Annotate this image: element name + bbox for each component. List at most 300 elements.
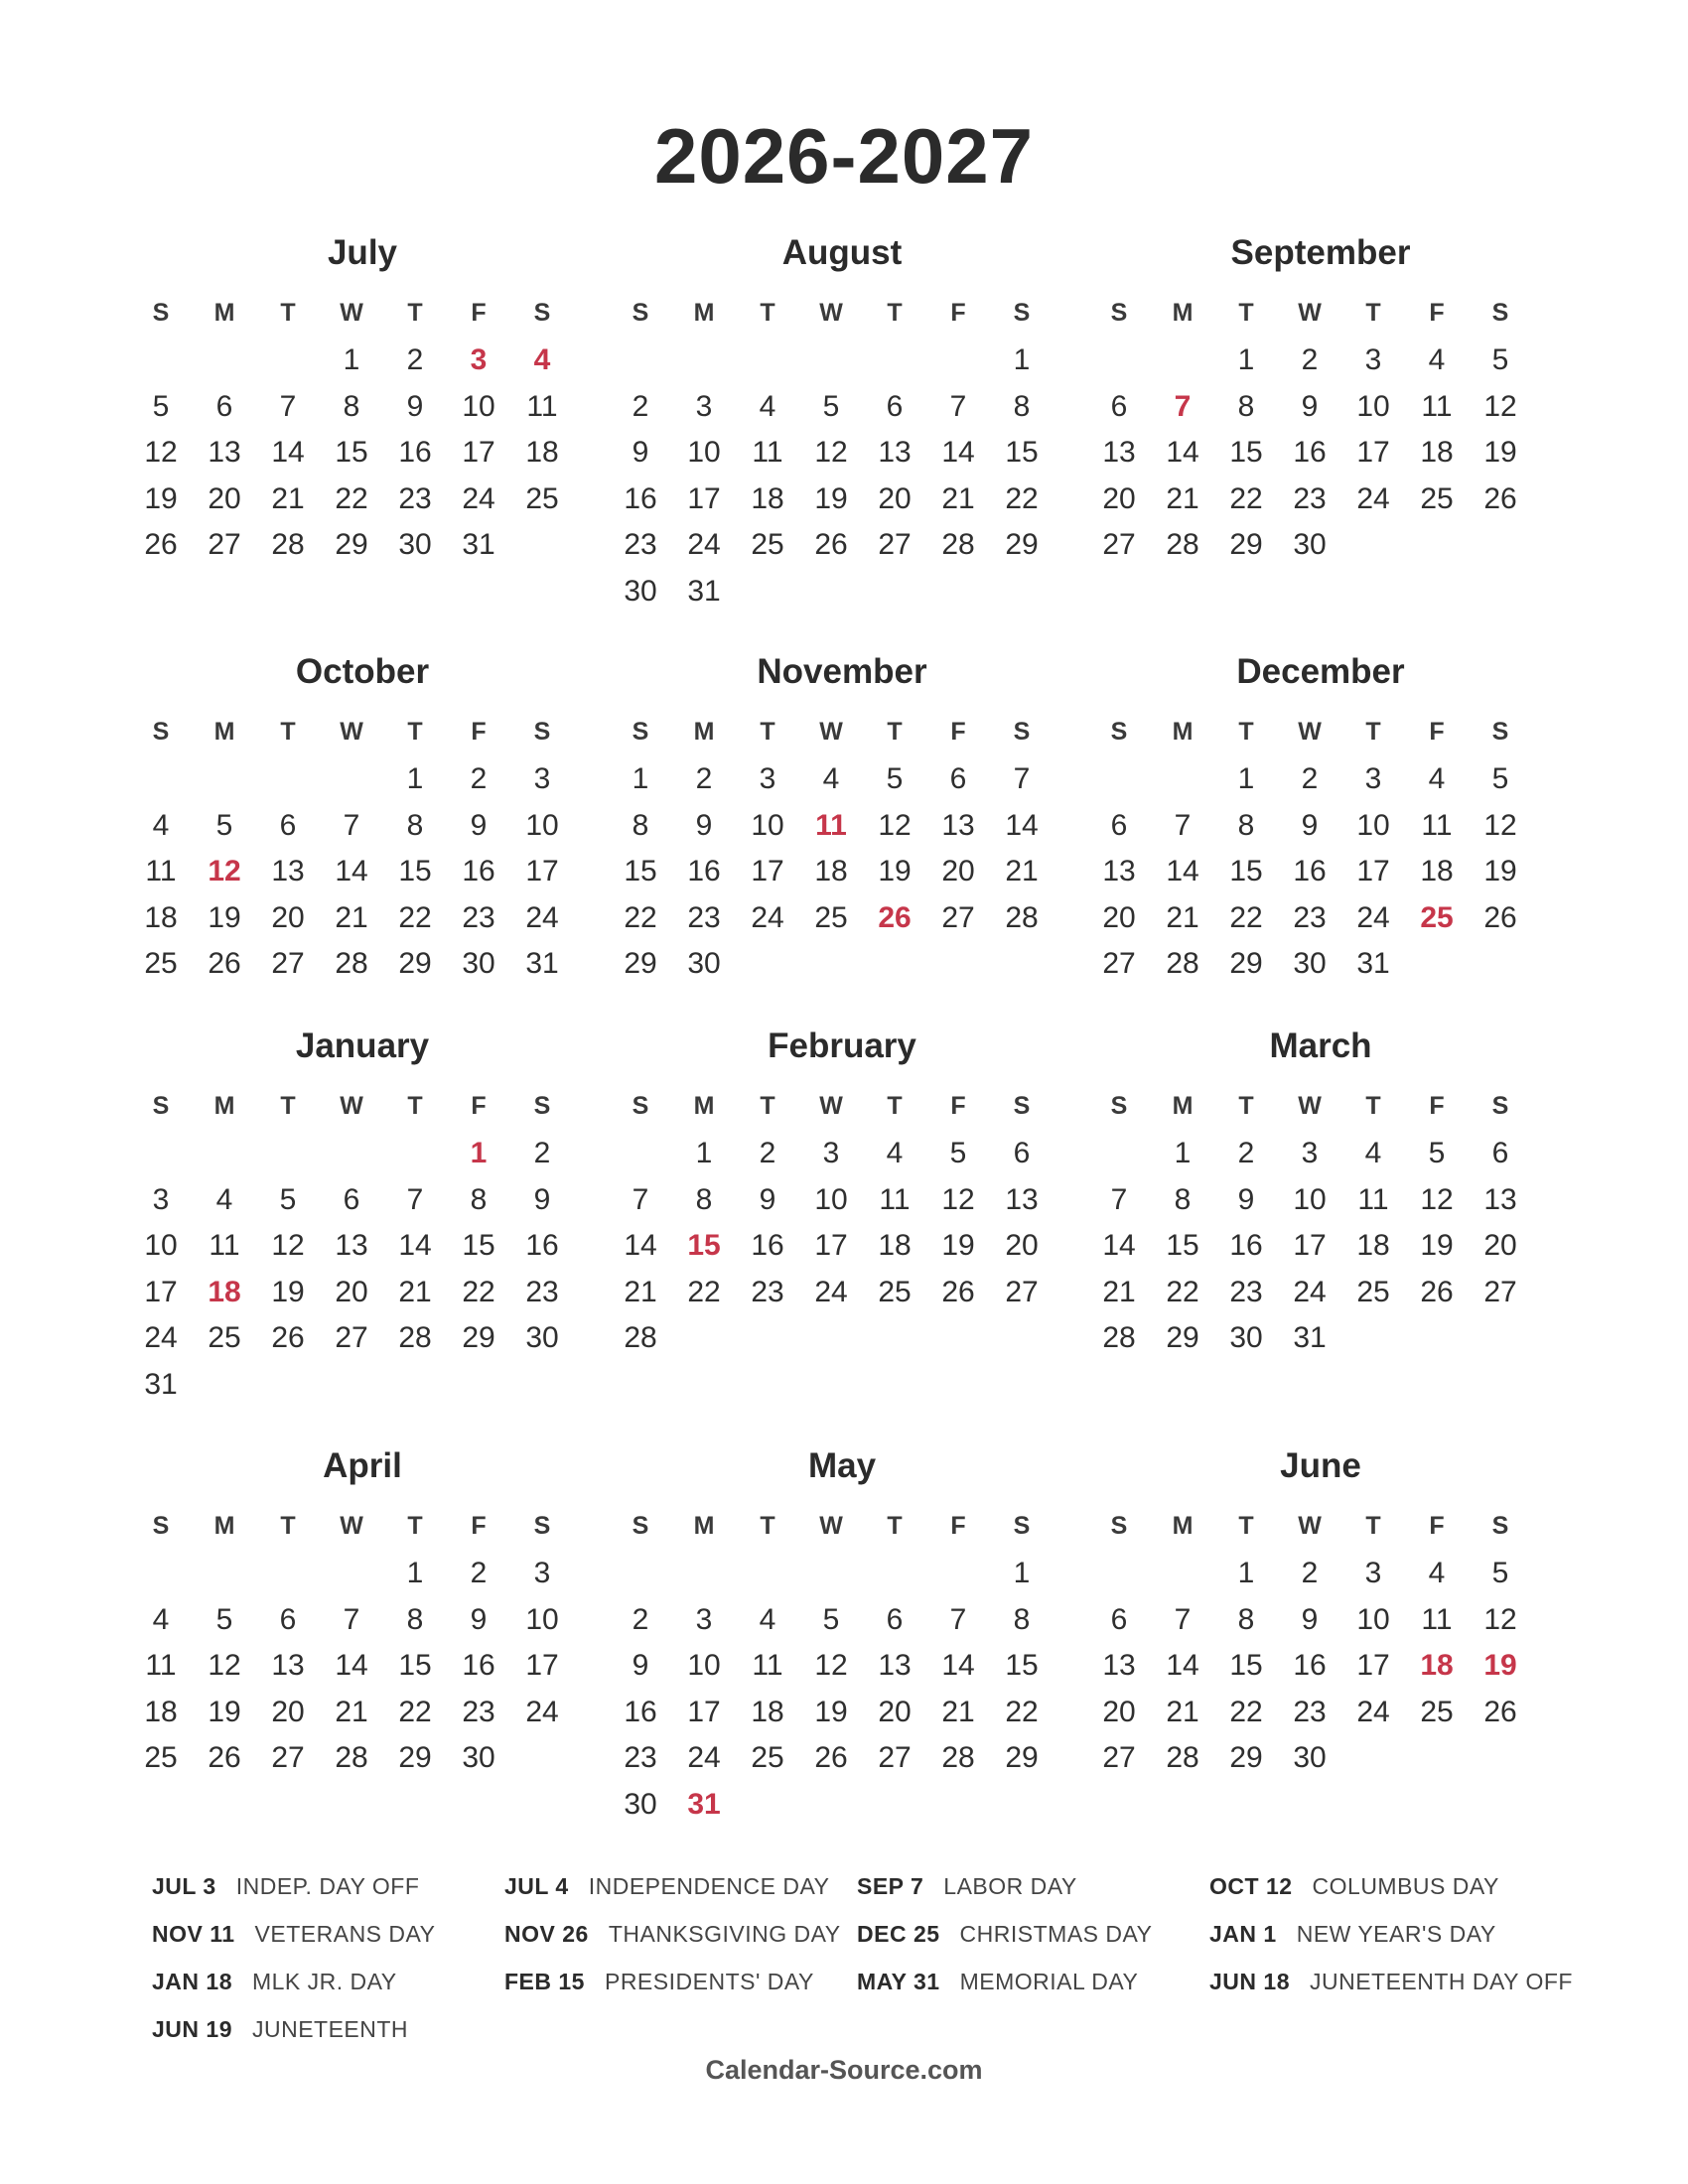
calendar-date: 23 — [398, 481, 432, 515]
calendar-date: 3 — [152, 1182, 170, 1216]
calendar-date: 15 — [1229, 855, 1263, 887]
legend-item — [152, 1962, 397, 2001]
calendar-date: 18 — [751, 481, 784, 515]
calendar-date: 18 — [814, 855, 848, 887]
weekday-label: T — [280, 299, 296, 327]
calendar-date: 24 — [1293, 1275, 1327, 1308]
calendar-date: 13 — [335, 1229, 368, 1262]
calendar-date: 30 — [462, 1741, 495, 1774]
calendar-date: 4 — [152, 1602, 170, 1636]
month-name: November — [757, 652, 927, 691]
calendar-date: 4 — [886, 1137, 904, 1169]
calendar-date: 5 — [1491, 343, 1509, 376]
weekday-label: M — [213, 1092, 235, 1120]
week-row — [609, 338, 1075, 383]
calendar-date: 20 — [1102, 481, 1136, 515]
calendar-date: 12 — [814, 1649, 848, 1682]
calendar-date: 23 — [462, 900, 495, 934]
holiday-date: 31 — [687, 1787, 721, 1821]
calendar-date: 5 — [1428, 1137, 1446, 1169]
calendar-date: 13 — [941, 808, 975, 842]
calendar-date: 26 — [208, 947, 241, 980]
weekday-label: S — [1110, 1512, 1128, 1540]
calendar-date: 15 — [1005, 1649, 1039, 1682]
calendar-date: 10 — [144, 1229, 178, 1262]
month-name: January — [295, 1026, 430, 1065]
legend-holiday-name: COLUMBUS DAY — [1312, 1873, 1499, 1899]
weekday-label: T — [760, 718, 775, 746]
footer-source: Calendar-Source.com — [705, 2055, 983, 2085]
calendar-date: 4 — [822, 762, 840, 795]
calendar-date: 26 — [144, 528, 178, 561]
weekday-label: F — [471, 718, 487, 746]
calendar-date: 8 — [632, 808, 649, 842]
legend-date: NOV 26 — [504, 1921, 589, 1947]
legend-holiday-name: THANKSGIVING DAY — [608, 1921, 841, 1947]
legend-date: DEC 25 — [857, 1921, 940, 1947]
weekday-label: T — [1238, 1092, 1254, 1120]
week-row — [129, 1735, 596, 1781]
weekday-label: W — [340, 1512, 363, 1540]
calendar-date: 16 — [525, 1229, 559, 1262]
calendar-date: 19 — [814, 1695, 848, 1728]
calendar-date: 20 — [208, 481, 241, 515]
weekday-header — [1087, 1083, 1554, 1129]
week-row — [129, 756, 596, 802]
calendar-date: 23 — [525, 1275, 559, 1308]
weekday-label: T — [1365, 1512, 1381, 1540]
calendar-date: 20 — [941, 855, 975, 887]
holiday-date: 7 — [1174, 389, 1192, 423]
calendar-date: 3 — [533, 762, 551, 795]
week-row — [129, 1362, 596, 1408]
week-row — [1087, 384, 1554, 430]
calendar-date: 20 — [878, 481, 912, 515]
week-row — [1087, 895, 1554, 941]
calendar-date: 25 — [208, 1321, 241, 1354]
calendar-date: 13 — [878, 436, 912, 469]
calendar-date: 7 — [632, 1182, 649, 1216]
calendar-date: 2 — [632, 389, 649, 423]
calendar-date: 14 — [335, 855, 368, 887]
weekday-header — [129, 290, 596, 336]
calendar-date: 18 — [751, 1695, 784, 1728]
calendar-date: 29 — [398, 1741, 432, 1774]
calendar-date: 30 — [687, 947, 721, 980]
weekday-header — [129, 709, 596, 754]
legend-item — [857, 1962, 1138, 2001]
calendar-date: 31 — [1293, 1321, 1327, 1354]
calendar-date: 3 — [1364, 762, 1382, 795]
weekday-label: M — [1172, 1512, 1194, 1540]
calendar-date: 30 — [624, 1787, 657, 1821]
calendar-date: 9 — [406, 389, 424, 423]
calendar-date: 28 — [1166, 1741, 1199, 1774]
holiday-date: 11 — [815, 808, 847, 842]
weekday-label: T — [280, 1092, 296, 1120]
weekday-label: T — [1365, 299, 1381, 327]
calendar-date: 23 — [1293, 1695, 1327, 1728]
legend-item — [504, 1914, 841, 1954]
calendar-date: 2 — [1237, 1137, 1255, 1169]
calendar-date: 26 — [1483, 481, 1517, 515]
calendar-date: 11 — [1421, 808, 1453, 842]
weekday-label: T — [887, 1512, 903, 1540]
week-row — [1087, 1177, 1554, 1223]
week-row — [609, 477, 1075, 522]
legend-date: JUL 4 — [504, 1873, 569, 1899]
week-row — [1087, 1735, 1554, 1781]
calendar-date: 22 — [1229, 481, 1263, 515]
calendar-date: 27 — [1102, 1741, 1136, 1774]
legend-holiday-name: LABOR DAY — [943, 1873, 1077, 1899]
calendar-date: 14 — [1005, 808, 1039, 842]
calendar-date: 20 — [335, 1275, 368, 1308]
holiday-date: 4 — [533, 343, 551, 376]
weekday-label: S — [1110, 299, 1128, 327]
calendar-date: 12 — [1420, 1182, 1454, 1216]
calendar-date: 27 — [878, 528, 912, 561]
weekday-label: T — [887, 299, 903, 327]
calendar-date: 12 — [814, 436, 848, 469]
calendar-date: 21 — [398, 1275, 432, 1308]
calendar-date: 16 — [751, 1229, 784, 1262]
calendar-date: 9 — [695, 808, 713, 842]
calendar-date: 19 — [271, 1275, 305, 1308]
calendar-date: 10 — [462, 389, 495, 423]
calendar-date: 3 — [822, 1137, 840, 1169]
legend-holiday-name: CHRISTMAS DAY — [959, 1921, 1153, 1947]
calendar-date: 6 — [1110, 1602, 1128, 1636]
week-row — [1087, 803, 1554, 849]
weekday-header — [609, 709, 1075, 754]
month-name: October — [295, 652, 430, 691]
calendar-date: 1 — [1237, 1557, 1255, 1589]
legend-holiday-name: JUNETEENTH DAY OFF — [1309, 1969, 1573, 1994]
calendar-date: 7 — [343, 808, 360, 842]
calendar-date: 14 — [271, 436, 305, 469]
calendar-date: 17 — [687, 1695, 721, 1728]
calendar-date: 20 — [1102, 1695, 1136, 1728]
calendar-date: 6 — [1491, 1137, 1509, 1169]
weekday-label: M — [693, 718, 715, 746]
week-row — [129, 803, 596, 849]
calendar-date: 17 — [462, 436, 495, 469]
weekday-label: T — [1238, 718, 1254, 746]
calendar-date: 11 — [752, 436, 783, 469]
calendar-date: 23 — [624, 528, 657, 561]
calendar-date: 27 — [941, 900, 975, 934]
calendar-date: 22 — [1229, 900, 1263, 934]
holiday-date: 1 — [470, 1137, 488, 1169]
weekday-label: T — [407, 1092, 423, 1120]
calendar-date: 21 — [335, 1695, 368, 1728]
week-row — [1087, 1315, 1554, 1361]
calendar-date: 16 — [624, 481, 657, 515]
calendar-date: 16 — [1293, 855, 1327, 887]
calendar-date: 19 — [941, 1229, 975, 1262]
calendar-date: 10 — [1356, 1602, 1390, 1636]
calendar-date: 1 — [1174, 1137, 1192, 1169]
calendar-date: 23 — [624, 1741, 657, 1774]
weekday-label: M — [213, 299, 235, 327]
calendar-date: 4 — [759, 389, 776, 423]
weekday-label: S — [632, 299, 649, 327]
calendar-date: 7 — [1013, 762, 1031, 795]
week-row — [1087, 1131, 1554, 1176]
weekday-label: S — [632, 1512, 649, 1540]
calendar-date: 24 — [814, 1275, 848, 1308]
calendar-date: 29 — [335, 528, 368, 561]
week-row — [1087, 1690, 1554, 1735]
weekday-label: F — [1429, 1512, 1445, 1540]
calendar-date: 11 — [145, 1649, 177, 1682]
weekday-label: S — [533, 1092, 551, 1120]
calendar-date: 22 — [1005, 481, 1039, 515]
weekday-label: S — [632, 718, 649, 746]
weekday-label: F — [1429, 299, 1445, 327]
weekday-label: S — [533, 299, 551, 327]
calendar-date: 25 — [525, 481, 559, 515]
calendar-date: 6 — [1110, 808, 1128, 842]
week-row — [609, 430, 1075, 476]
calendar-date: 5 — [886, 762, 904, 795]
weekday-label: T — [1238, 1512, 1254, 1540]
calendar-date: 24 — [525, 900, 559, 934]
calendar-date: 6 — [886, 389, 904, 423]
calendar-date: 21 — [271, 481, 305, 515]
calendar-date: 24 — [687, 528, 721, 561]
calendar-date: 21 — [1005, 855, 1039, 887]
calendar-date: 2 — [1301, 762, 1319, 795]
calendar-date: 9 — [759, 1182, 776, 1216]
calendar-date: 19 — [814, 481, 848, 515]
calendar-date: 22 — [687, 1275, 721, 1308]
week-row — [609, 1551, 1075, 1596]
calendar-date: 30 — [1293, 1741, 1327, 1774]
calendar-date: 29 — [1229, 528, 1263, 561]
calendar-date: 14 — [624, 1229, 657, 1262]
calendar-date: 9 — [533, 1182, 551, 1216]
calendar-date: 12 — [878, 808, 912, 842]
calendar-date: 12 — [941, 1182, 975, 1216]
calendar-date: 5 — [1491, 762, 1509, 795]
calendar-date: 4 — [1428, 343, 1446, 376]
month-name: December — [1236, 652, 1405, 691]
calendar-date: 10 — [687, 1649, 721, 1682]
week-row — [1087, 1270, 1554, 1315]
week-row — [129, 1597, 596, 1643]
calendar-date: 15 — [462, 1229, 495, 1262]
calendar-date: 7 — [279, 389, 297, 423]
weekday-header — [609, 290, 1075, 336]
calendar-date: 7 — [949, 1602, 967, 1636]
legend-date: SEP 7 — [857, 1873, 924, 1899]
calendar-date: 30 — [1293, 947, 1327, 980]
calendar-date: 16 — [1293, 436, 1327, 469]
calendar-date: 16 — [624, 1695, 657, 1728]
calendar-date: 5 — [949, 1137, 967, 1169]
calendar-date: 6 — [1013, 1137, 1031, 1169]
calendar-date: 12 — [144, 436, 178, 469]
week-row — [1087, 338, 1554, 383]
calendar-date: 25 — [1420, 481, 1454, 515]
calendar-date: 22 — [624, 900, 657, 934]
calendar-date: 23 — [1293, 481, 1327, 515]
weekday-label: F — [950, 1092, 966, 1120]
calendar-date: 29 — [462, 1321, 495, 1354]
weekday-label: S — [533, 1512, 551, 1540]
calendar-date: 26 — [814, 1741, 848, 1774]
calendar-date: 1 — [1013, 343, 1031, 376]
calendar-date: 13 — [208, 436, 241, 469]
calendar-date: 13 — [1102, 436, 1136, 469]
calendar-date: 21 — [941, 1695, 975, 1728]
calendar-date: 16 — [1293, 1649, 1327, 1682]
calendar-date: 12 — [1483, 389, 1517, 423]
calendar-date: 17 — [1356, 1649, 1390, 1682]
legend-item — [504, 1962, 814, 2001]
weekday-label: S — [1491, 1512, 1509, 1540]
calendar-date: 14 — [1166, 436, 1199, 469]
week-row — [129, 1551, 596, 1596]
week-row — [609, 569, 1075, 614]
calendar-date: 27 — [878, 1741, 912, 1774]
calendar-date: 28 — [271, 528, 305, 561]
holiday-date: 18 — [1420, 1649, 1454, 1682]
weekday-label: M — [693, 299, 715, 327]
calendar-date: 10 — [814, 1182, 848, 1216]
calendar-date: 8 — [406, 808, 424, 842]
calendar-date: 3 — [533, 1557, 551, 1589]
calendar-date: 9 — [470, 1602, 488, 1636]
calendar-date: 31 — [1356, 947, 1390, 980]
holiday-date: 3 — [470, 343, 488, 376]
week-row — [609, 1597, 1075, 1643]
calendar-date: 28 — [335, 1741, 368, 1774]
weekday-label: W — [1298, 299, 1322, 327]
calendar-date: 22 — [398, 1695, 432, 1728]
holiday-date: 19 — [1483, 1649, 1517, 1682]
weekday-label: F — [1429, 1092, 1445, 1120]
calendar-date: 26 — [271, 1321, 305, 1354]
calendar-date: 11 — [1421, 1602, 1453, 1636]
calendar-date: 29 — [1229, 947, 1263, 980]
calendar-date: 19 — [1483, 855, 1517, 887]
weekday-label: T — [280, 718, 296, 746]
calendar-date: 15 — [1166, 1229, 1199, 1262]
calendar-date: 5 — [1491, 1557, 1509, 1589]
weekday-header — [1087, 1503, 1554, 1549]
calendar-date: 26 — [1483, 1695, 1517, 1728]
calendar-date: 15 — [398, 855, 432, 887]
calendar-date: 15 — [398, 1649, 432, 1682]
calendar-date: 5 — [822, 1602, 840, 1636]
weekday-label: W — [340, 1092, 363, 1120]
holiday-date: 18 — [208, 1275, 241, 1308]
legend-date: JUN 18 — [1209, 1969, 1290, 1994]
month-name: June — [1280, 1446, 1361, 1485]
calendar-date: 22 — [1166, 1275, 1199, 1308]
week-row — [129, 1177, 596, 1223]
calendar-date: 13 — [271, 1649, 305, 1682]
calendar-date: 13 — [1483, 1182, 1517, 1216]
calendar-date: 20 — [1005, 1229, 1039, 1262]
calendar-date: 19 — [144, 481, 178, 515]
calendar-date: 30 — [1293, 528, 1327, 561]
calendar-date: 19 — [208, 900, 241, 934]
weekday-label: M — [693, 1512, 715, 1540]
week-row — [609, 1643, 1075, 1689]
calendar-date: 8 — [343, 389, 360, 423]
calendar-date: 3 — [695, 389, 713, 423]
weekday-label: S — [1491, 299, 1509, 327]
calendar-date: 1 — [632, 762, 649, 795]
calendar-date: 14 — [941, 436, 975, 469]
week-row — [609, 1735, 1075, 1781]
calendar-date: 27 — [1483, 1275, 1517, 1308]
calendar-date: 1 — [1237, 762, 1255, 795]
calendar-date: 16 — [462, 855, 495, 887]
legend-item — [857, 1866, 1077, 1906]
calendar-date: 24 — [525, 1695, 559, 1728]
calendar-date: 9 — [1301, 389, 1319, 423]
calendar-date: 27 — [271, 1741, 305, 1774]
calendar-date: 25 — [751, 1741, 784, 1774]
calendar-date: 16 — [687, 855, 721, 887]
calendar-date: 13 — [878, 1649, 912, 1682]
calendar-date: 6 — [886, 1602, 904, 1636]
calendar-date: 13 — [1005, 1182, 1039, 1216]
calendar-date: 19 — [878, 855, 912, 887]
calendar-date: 8 — [406, 1602, 424, 1636]
calendar-date: 11 — [1421, 389, 1453, 423]
calendar-date: 28 — [624, 1321, 657, 1354]
calendar-date: 28 — [1005, 900, 1039, 934]
legend-holiday-name: JUNETEENTH — [251, 2016, 409, 2042]
calendar-date: 4 — [1428, 762, 1446, 795]
weekday-label: W — [819, 1512, 843, 1540]
calendar-date: 21 — [1166, 481, 1199, 515]
weekday-label: M — [1172, 1092, 1194, 1120]
calendar-date: 1 — [1237, 343, 1255, 376]
calendar-date: 27 — [1102, 528, 1136, 561]
calendar-date: 13 — [1102, 1649, 1136, 1682]
week-row — [609, 849, 1075, 894]
weekday-label: W — [819, 299, 843, 327]
calendar-date: 26 — [1483, 900, 1517, 934]
calendar-date: 17 — [525, 1649, 559, 1682]
calendar-date: 25 — [814, 900, 848, 934]
calendar-date: 29 — [398, 947, 432, 980]
calendar-date: 5 — [822, 389, 840, 423]
calendar-date: 1 — [343, 343, 360, 376]
calendar-date: 1 — [695, 1137, 713, 1169]
calendar-date: 30 — [525, 1321, 559, 1354]
legend-holiday-name: VETERANS DAY — [254, 1921, 436, 1947]
weekday-label: S — [1110, 718, 1128, 746]
calendar-date: 3 — [695, 1602, 713, 1636]
calendar-date: 16 — [462, 1649, 495, 1682]
legend-holiday-name: MEMORIAL DAY — [959, 1969, 1139, 1994]
calendar-date: 17 — [751, 855, 784, 887]
calendar-date: 29 — [1005, 1741, 1039, 1774]
calendar-date: 2 — [1301, 1557, 1319, 1589]
month-name: May — [807, 1446, 877, 1485]
calendar-date: 27 — [271, 947, 305, 980]
calendar-date: 26 — [208, 1741, 241, 1774]
calendar-date: 7 — [406, 1182, 424, 1216]
